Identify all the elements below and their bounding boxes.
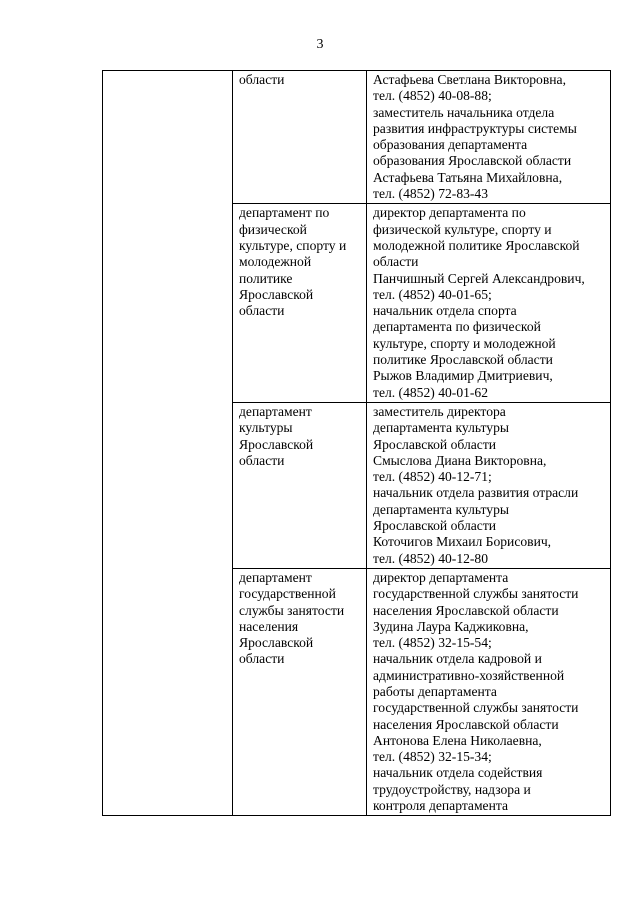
contact-line: тел. (4852) 40-12-80 [373, 550, 489, 566]
contact-line: Астафьева Светлана Викторовна, [373, 72, 566, 87]
department-line: физической [239, 221, 307, 237]
department-cell [233, 402, 367, 568]
contact-line: тел. (4852) 40-12-71; [373, 469, 492, 485]
contact-line: Антонова Елена Николаевна, [373, 732, 542, 748]
contact-line: департамента культуры [373, 420, 510, 436]
department-line: государственной [239, 586, 336, 602]
contact-line: физической культуре, спорту и [373, 221, 552, 237]
department-line: молодежной [239, 254, 312, 270]
department-line: департамент по [239, 205, 330, 221]
contact-line: директор департамента [373, 569, 509, 585]
contact-line: Рыжов Владимир Дмитриевич, [373, 368, 553, 384]
contact-line: Ярославской области [373, 518, 497, 534]
contact-line: тел. (4852) 40-08-88; [373, 88, 492, 104]
contact-line: тел. (4852) 40-01-62 [373, 384, 489, 400]
contact-line: Коточигов Михаил Борисович, [373, 534, 552, 550]
department-line: области [239, 651, 285, 667]
department-line: департамент [239, 569, 312, 585]
contact-line: области [373, 254, 419, 270]
contact-line: Ярославской области [373, 436, 497, 452]
contact-line: тел. (4852) 32-15-54; [373, 635, 492, 651]
department-line: области [239, 72, 285, 87]
contact-line: начальник отдела спорта [373, 303, 517, 319]
contact-line: населения Ярославской области [373, 716, 559, 732]
contact-line: работы департамента [373, 683, 497, 699]
contact-line: тел. (4852) 32-15-34; [373, 749, 492, 765]
table-body [103, 71, 611, 816]
contact-line: населения Ярославской области [373, 602, 559, 618]
department-line: культуры [239, 420, 293, 436]
department-line: области [239, 452, 285, 468]
contacts-cell [367, 204, 611, 403]
contact-line: образования Ярославской области [373, 153, 572, 169]
contact-line: государственной службы занятости [373, 700, 579, 716]
department-line: Ярославской [239, 436, 314, 452]
department-line: населения [239, 618, 299, 634]
department-line: департамент [239, 403, 312, 419]
table-row [103, 71, 611, 204]
department-cell [233, 204, 367, 403]
contact-line: тел. (4852) 72-83-43 [373, 186, 489, 202]
contact-line: Зудина Лаура Каджиковна, [373, 618, 529, 634]
department-line: службы занятости [239, 602, 345, 618]
contact-line: департамента по физической [373, 319, 541, 335]
department-line: политике [239, 270, 293, 286]
contact-line: начальник отдела содействия [373, 765, 543, 781]
responsible-persons-table [102, 70, 611, 816]
contact-line: контроля департамента [373, 798, 509, 814]
contact-line: политике Ярославской области [373, 352, 553, 368]
contact-line: административно-хозяйственной [373, 667, 565, 683]
contact-line: образования департамента [373, 137, 528, 153]
contact-line: трудоустройству, надзора и [373, 781, 531, 797]
contact-line: развития инфраструктуры системы [373, 120, 577, 136]
contact-line: начальник отдела кадровой и [373, 651, 542, 667]
contact-line: Смыслова Диана Викторовна, [373, 452, 547, 468]
department-line: культуре, спорту и [239, 237, 347, 253]
department-line: Ярославской [239, 635, 314, 651]
contact-line: начальник отдела развития отрасли [373, 485, 579, 501]
department-line: области [239, 303, 285, 319]
contact-line: департамента культуры [373, 501, 510, 517]
contacts-cell [367, 71, 611, 204]
contacts-cell [367, 568, 611, 815]
contacts-cell [367, 402, 611, 568]
department-cell [233, 568, 367, 815]
contact-line: директор департамента по [373, 205, 526, 221]
contact-line: заместитель директора [373, 403, 506, 419]
department-line: Ярославской [239, 286, 314, 302]
contact-line: Астафьева Татьяна Михайловна, [373, 169, 563, 185]
contact-line: Панчишный Сергей Александрович, [373, 270, 585, 286]
page-number: 3 [316, 37, 324, 52]
contact-line: заместитель начальника отдела [373, 104, 555, 120]
contact-line: тел. (4852) 40-01-65; [373, 286, 492, 302]
contact-line: молодежной политике Ярославской [373, 237, 580, 253]
empty-first-column-cell [103, 71, 233, 816]
contact-line: государственной службы занятости [373, 586, 579, 602]
department-cell [233, 71, 367, 204]
contact-line: культуре, спорту и молодежной [373, 335, 556, 351]
